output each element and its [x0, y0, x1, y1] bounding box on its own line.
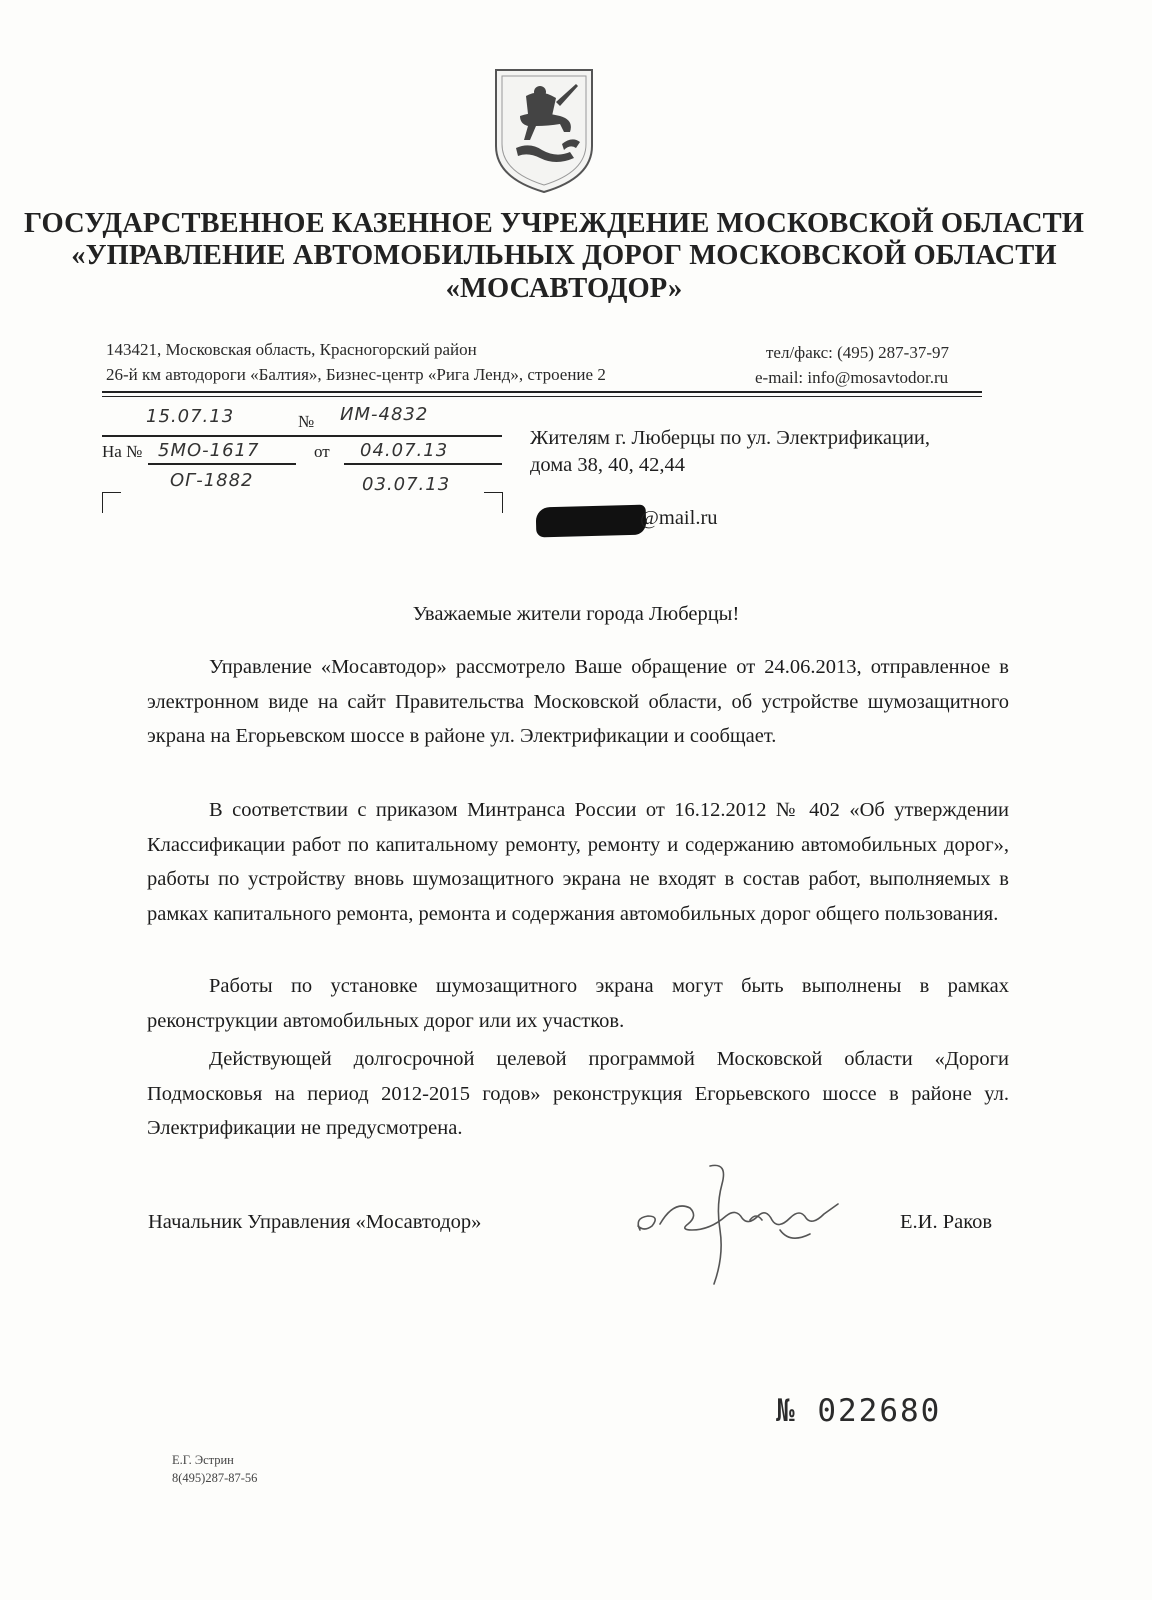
addressee-line-2: дома 38, 40, 42,44	[530, 454, 685, 476]
reply-number: 5МО-1617	[158, 440, 260, 461]
addressee-email: @mail.ru	[640, 507, 718, 529]
signatory-position: Начальник Управления «Мосавтодор»	[148, 1211, 482, 1233]
outgoing-date: 15.07.13	[146, 406, 235, 427]
number-label: №	[298, 412, 315, 431]
header-divider	[102, 391, 982, 393]
outgoing-number: ИМ-4832	[340, 404, 429, 425]
reply-number-second: ОГ-1882	[170, 470, 254, 491]
executor-name: Е.Г. Эстрин	[172, 1453, 234, 1467]
reply-number-underline	[148, 463, 296, 465]
document-serial-number: № 022680	[776, 1393, 942, 1429]
letter-paragraph-3: Работы по установке шумозащитного экрана могут быть выполнены в рамках реконструкции автомобильных дорог или их участков.	[147, 975, 1009, 1032]
address-line-2: 26-й км автодороги «Балтия», Бизнес-центр «Рига Ленд», строение 2	[106, 365, 606, 384]
executor-phone: 8(495)287-87-56	[172, 1471, 258, 1485]
organization-title-line-1: ГОСУДАРСТВЕННОЕ КАЗЕННОЕ УЧРЕЖДЕНИЕ МОСКОВСКОЙ ОБЛАСТИ	[23, 208, 1085, 239]
header-divider-thin	[102, 396, 982, 397]
coat-of-arms-icon	[490, 66, 598, 196]
email-address: e-mail: info@mosavtodor.ru	[755, 368, 949, 387]
reply-number-label: На №	[102, 442, 143, 461]
organization-title-line-2: «УПРАВЛЕНИЕ АВТОМОБИЛЬНЫХ ДОРОГ МОСКОВСКОЙ ОБЛАСТИ	[71, 240, 1057, 271]
reply-date: 04.07.13	[360, 440, 449, 461]
address-corner-left	[102, 492, 121, 513]
addressee-line-1: Жителям г. Люберцы по ул. Электрификации,	[530, 427, 931, 449]
phone-fax: тел/факс: (495) 287-37-97	[766, 343, 949, 362]
address-corner-right	[484, 492, 503, 513]
redacted-email-mark	[536, 505, 647, 538]
letter-paragraph-1: Управление «Мосавтодор» рассмотрело Ваше обращение от 24.06.2013, отправленное в электронном виде на сайт Правительства Московской области, об устройстве шумозащитного экрана на Егорьевском шоссе в районе ул. Электрификации и сообщает.	[147, 656, 1009, 748]
letter-paragraph-4: Действующей долгосрочной целевой программой Московской области «Дороги Подмосковья на период 2012-2015 годов» реконструкция Егорьевского шоссе в районе ул. Электрификации не предусмотрена.	[147, 1048, 1009, 1140]
organization-title-line-3: «МОСАВТОДОР»	[445, 273, 683, 304]
number-underline	[102, 435, 502, 437]
address-line-1: 143421, Московская область, Красногорский район	[106, 340, 477, 359]
letter-greeting: Уважаемые жители города Люберцы!	[412, 603, 740, 625]
reply-date-second: 03.07.13	[362, 474, 451, 495]
handwritten-signature-icon	[630, 1160, 860, 1290]
signatory-name: Е.И. Раков	[900, 1211, 993, 1233]
letter-paragraph-2: В соответствии с приказом Минтранса России от 16.12.2012 № 402 «Об утверждении Классификации работ по капитальному ремонту, ремонту и содержанию автомобильных дорог», работы по устройству вновь шумозащитного экрана не входят в состав работ, выполняемых в рамках капитального ремонта, ремонта и содержания автомобильных дорог общего пользования.	[147, 799, 1009, 925]
reply-date-underline	[344, 463, 502, 465]
from-label: от	[314, 442, 330, 461]
